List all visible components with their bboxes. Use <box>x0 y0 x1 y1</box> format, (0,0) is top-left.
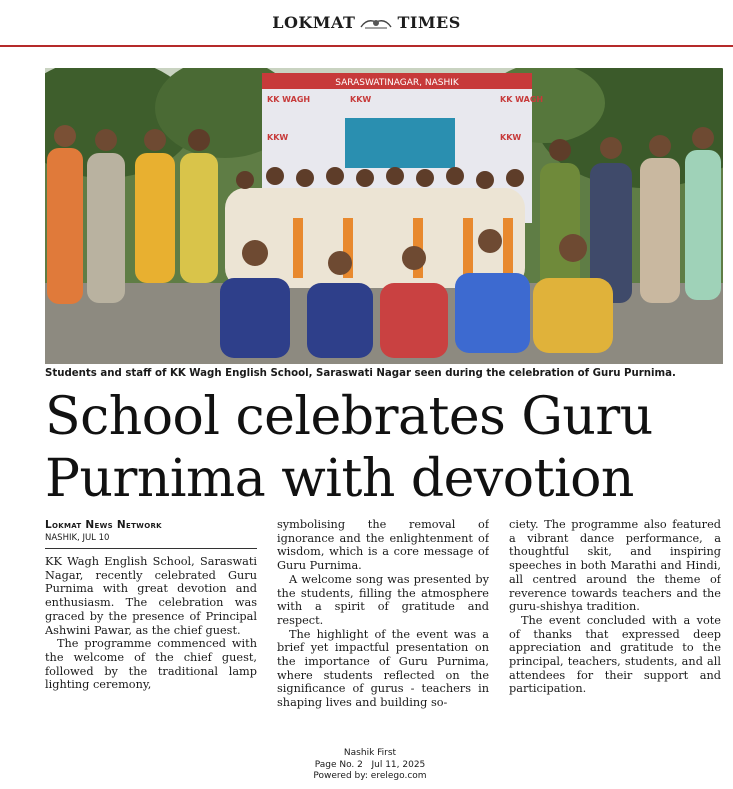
event-photo <box>45 68 723 364</box>
masthead-word-left: LOKMAT <box>272 13 356 32</box>
footer-powered-by: Powered by: erelego.com <box>313 771 427 781</box>
banner-tile-text: KKW <box>500 133 522 142</box>
headline-line-2: Purnima with devotion <box>45 449 634 509</box>
event-photo-illustration <box>45 68 723 364</box>
article-paragraph: A welcome song was presented by the students, filling the atmosphere with a spirit of gratitude and respect. <box>277 572 489 627</box>
article-column-1 <box>45 518 257 692</box>
footer-page-date <box>300 760 440 772</box>
article-paragraph: The programme commenced with the welcome of the chief guest, followed by the traditional lamp lighting ceremony, <box>45 637 257 692</box>
banner-tile-text: KKW <box>350 95 372 104</box>
banner-tile-text: KKW <box>267 133 289 142</box>
dateline: NASHIK, JUL 10 <box>45 533 110 543</box>
footer-page: Page No. 2 <box>314 759 363 770</box>
masthead-logo <box>272 13 461 32</box>
article-paragraph: symbolising the removal of ignorance and the enlightenment of wisdom, which is a core message of Guru Purnima. <box>277 518 489 573</box>
masthead-word-right: TIMES <box>397 13 461 32</box>
article-paragraph: ciety. The programme also featured a vibrant dance performance, a thoughtful skit, and inspiring speeches in both Marathi and Hindi, all centred around the theme of reverence towards teachers and the guru-shishya tradition. <box>509 518 721 614</box>
article-paragraph: KK Wagh English School, Saraswati Nagar, recently celebrated Guru Purnima with great devotion and enthusiasm. The celebration was graced by the presence of Principal Ashwini Pawar, as the chief guest. <box>45 555 257 637</box>
article-column-2 <box>277 518 489 710</box>
banner-tile-text: KK WAGH <box>267 95 311 104</box>
banner-tile-text: KK WAGH <box>500 95 544 104</box>
byline: Lokmat News Network <box>45 519 162 531</box>
photo-caption: Students and staff of KK Wagh English School, Saraswati Nagar seen during the celebration of Guru Purnima. <box>45 368 676 379</box>
byline-divider <box>45 548 257 549</box>
footer-date: Jul 11, 2025 <box>371 759 426 770</box>
page-footer <box>300 748 440 783</box>
article-column-3 <box>509 518 721 696</box>
headline <box>45 386 705 510</box>
footer-edition: Nashik First <box>343 748 397 758</box>
article-paragraph: The highlight of the event was a brief yet impactful presentation on the importance of Guru Purnima, where students reflected on the significance of gurus - teachers in shaping lives and building so- <box>277 627 489 710</box>
headline-line-1: School celebrates Guru <box>45 387 653 447</box>
masthead-emblem-icon <box>359 16 393 30</box>
banner-text: SARASWATINAGAR, NASHIK <box>335 78 459 88</box>
article-paragraph: The event concluded with a vote of thanks that expressed deep appreciation and gratitude to the principal, teachers, students, and all attendees for their support and participation. <box>509 613 721 696</box>
masthead <box>0 0 733 47</box>
